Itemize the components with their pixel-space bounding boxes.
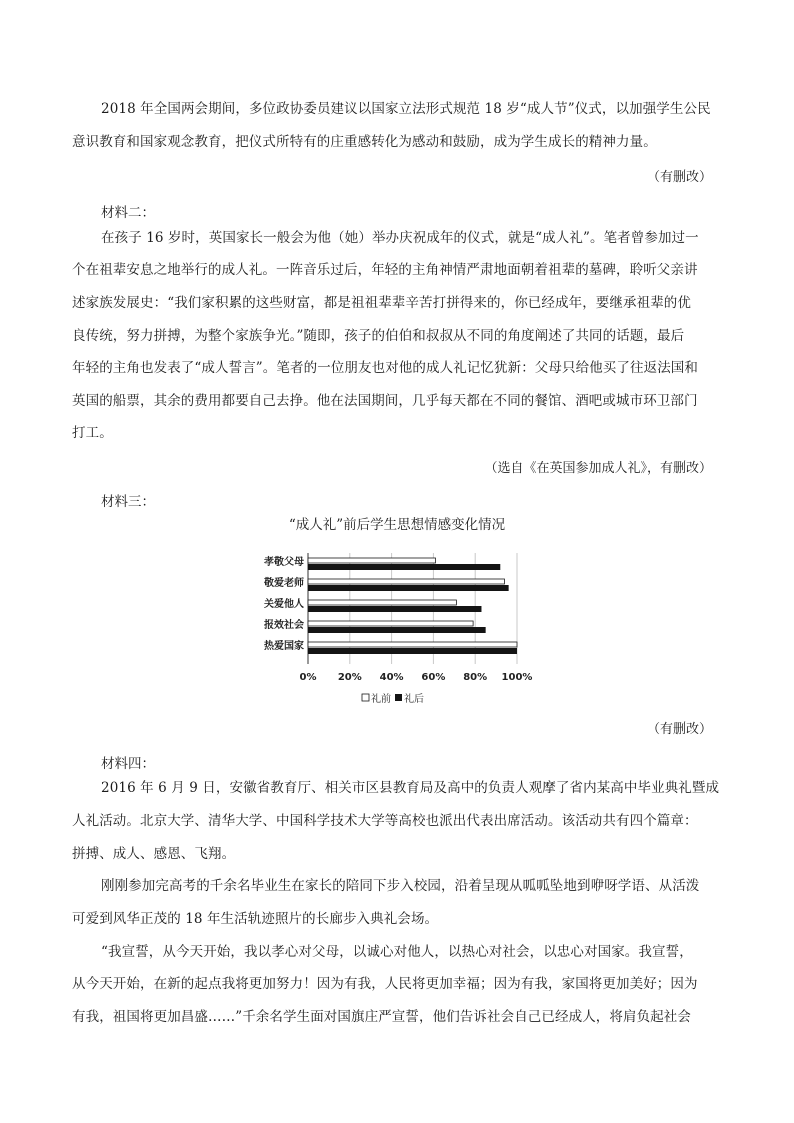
m4-line-3: 拼搏、成人、感恩、飞翔。	[72, 846, 236, 862]
x-tick-label: 0%	[299, 672, 317, 683]
bar-after	[308, 648, 517, 654]
m3-source: （有删改）	[646, 722, 712, 737]
category-label: 敬爱老师	[264, 578, 304, 589]
legend-swatch-after	[395, 694, 402, 701]
m4-line-7: 从今天开始，在新的起点我将更加努力！因为有我，人民将更加幸福；因为有我，家国将更加美好；因为	[72, 976, 698, 992]
legend-label-after: 礼后	[404, 694, 424, 705]
bar-after	[308, 606, 481, 612]
m4-heading: 材料四：	[101, 756, 155, 772]
bar-before	[308, 621, 473, 626]
bar-before	[308, 642, 517, 647]
m4-line-6: “我宣誓，从今天开始，我以孝心对父母，以诚心对他人，以热心对社会，以忠心对国家。我宣誓，	[101, 944, 693, 960]
legend-label-before: 礼前	[371, 694, 391, 705]
bar-after	[308, 585, 509, 591]
m2-heading: 材料二：	[101, 205, 155, 221]
chart-bars	[308, 558, 517, 654]
category-label: 关爱他人	[264, 599, 304, 610]
x-tick-label: 20%	[337, 672, 362, 683]
x-tick-label: 100%	[501, 672, 533, 683]
bar-after	[308, 564, 500, 570]
bar-before	[308, 579, 504, 584]
m4-line-8: 有我，祖国将更加昌盛……”千余名学生面对国旗庄严宣誓，他们告诉社会自己已经成人，将肩负起社会	[72, 1009, 691, 1025]
m1-line-1: 2018 年全国两会期间，多位政协委员建议以国家立法形式规范 18 岁“成人节”仪式，以加强学生公民	[101, 101, 711, 117]
m2-line-7: 打工。	[72, 425, 113, 441]
x-tick-label: 80%	[463, 672, 488, 683]
m1-line-2: 意识教育和国家观念教育，把仪式所特有的庄重感转化为感动和鼓励，成为学生成长的精神力量。	[72, 134, 657, 150]
m2-source: （选自《在英国参加成人礼》，有删改）	[484, 461, 712, 476]
m4-line-2: 人礼活动。北京大学、清华大学、中国科学技术大学等高校也派出代表出席活动。该活动共有四个篇章：	[72, 813, 698, 829]
m4-line-5: 可爱到风华正茂的 18 年生活轨迹照片的长廊步入典礼会场。	[72, 911, 439, 927]
m2-line-3: 述家族发展史：“我们家积累的这些财富，都是祖祖辈辈辛苦打拼得来的，你已经成年，要继承祖辈的优	[72, 295, 691, 311]
chart-legend	[362, 692, 424, 705]
category-label: 报效社会	[264, 620, 304, 631]
m4-line-1: 2016 年 6 月 9 日，安徽省教育厅、相关市区县教育局及高中的负责人观摩了省内某高中毕业典礼暨成	[101, 780, 720, 796]
m1-source: （有删改）	[646, 170, 712, 185]
m2-line-1: 在孩子 16 岁时，英国家长一般会为他（她）举办庆祝成年的仪式，就是“成人礼”。笔者曾参加过一	[101, 230, 699, 246]
chart-tick-labels	[300, 672, 533, 683]
m3-heading: 材料三：	[101, 494, 155, 510]
bar-chart	[0, 545, 794, 745]
m4-line-4: 刚刚参加完高考的千余名毕业生在家长的陪同下步入校园，沿着呈现从呱呱坠地到咿呀学语、从活泼	[101, 878, 700, 894]
chart-category-labels	[263, 555, 304, 652]
x-tick-label: 40%	[379, 672, 404, 683]
legend-swatch-before	[362, 694, 369, 701]
bar-before	[308, 600, 456, 605]
chart-title: “成人礼”前后学生思想情感变化情况	[288, 517, 506, 533]
category-label: 孝敬父母	[264, 557, 304, 568]
bar-before	[308, 558, 435, 563]
category-label: 热爱国家	[264, 641, 304, 652]
m2-line-5: 年轻的主角也发表了“成人誓言”。笔者的一位朋友也对他的成人礼记忆犹新：父母只给他买了往返法国和	[72, 360, 699, 376]
m2-line-6: 英国的船票，其余的费用都要自己去挣。他在法国期间，几乎每天都在不同的餐馆、酒吧或城市环卫部门	[72, 393, 698, 409]
m2-line-2: 个在祖辈安息之地举行的成人礼。一阵音乐过后，年轻的主角神情严肃地面朝着祖辈的墓碑，聆听父亲讲	[72, 262, 698, 278]
bar-after	[308, 627, 486, 633]
m2-line-4: 良传统，努力拼搏，为整个家族争光。”随即，孩子的伯伯和叔叔从不同的角度阐述了共同的话题，最后	[72, 328, 685, 344]
x-tick-label: 60%	[421, 672, 446, 683]
